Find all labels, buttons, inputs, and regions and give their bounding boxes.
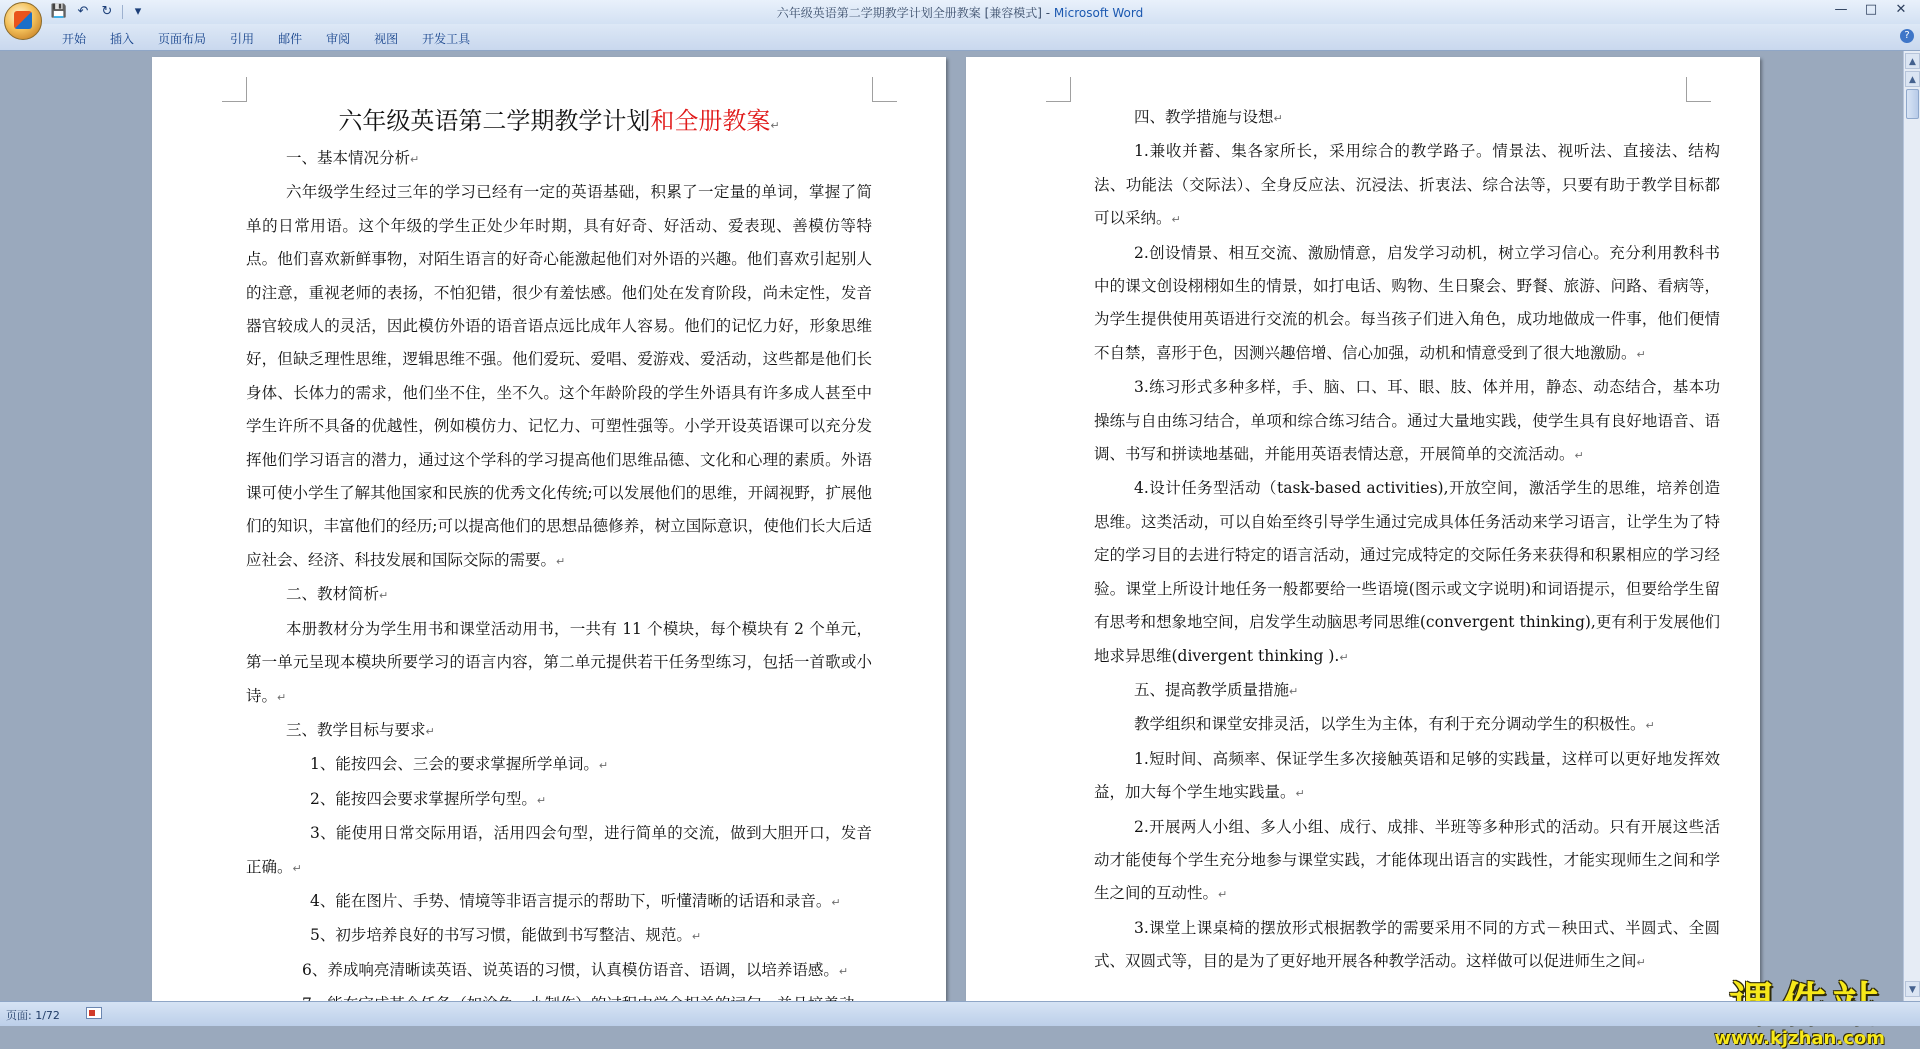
minimize-icon[interactable]: — (1834, 2, 1848, 17)
office-button[interactable] (4, 2, 42, 40)
paragraph-text: 本册教材分为学生用书和课堂活动用书，一共有 11 个模块，每个模块有 2 个单元，第一单元呈现本模块所要学习的语言内容，第二单元提供若干任务型练习，包括一首歌或小诗。 (246, 619, 872, 705)
scroll-up-icon[interactable]: ▲ (1905, 53, 1920, 69)
tab-view[interactable]: 视图 (374, 32, 399, 46)
paragraph (1094, 472, 1720, 673)
customize-qat-icon[interactable]: ▾ (134, 4, 142, 19)
tab-mailings[interactable]: 邮件 (278, 32, 303, 46)
margin-corner-mark (222, 77, 247, 102)
paragraph-text: 3.练习形式多种多样，手、脑、口、耳、眼、肢、体并用，静态、动态结合，基本功操练与自由练习结合，单项和综合练习结合。通过大量地实践，使学生具有良好地语音、语调、书写和拼读地基础，并能用英语表情达意，开展简单的交流活动。 (1094, 378, 1720, 464)
paragraph-mark-icon: ↵ (1218, 888, 1228, 902)
paragraph-mark-icon: ↵ (536, 793, 547, 807)
margin-corner-mark (1686, 77, 1711, 102)
paragraph (246, 954, 872, 988)
paragraph-mark-icon: ↵ (831, 895, 841, 909)
close-icon[interactable]: ✕ (1895, 2, 1907, 17)
paragraph-mark-icon: ↵ (556, 554, 566, 568)
tab-page-layout[interactable]: 页面布局 (158, 32, 207, 46)
paragraph-text: 教学组织和课堂安排灵活，以学生为主体，有利于充分调动学生的积极性。 (1134, 715, 1646, 734)
scroll-thumb[interactable] (1906, 89, 1919, 119)
paragraph-mark-icon: ↵ (277, 690, 287, 704)
right-paragraphs (1094, 101, 1720, 980)
app-name: Microsoft Word (1053, 6, 1144, 20)
tab-home[interactable]: 开始 (62, 32, 87, 46)
paragraph-mark-icon: ↵ (1289, 684, 1299, 698)
office-logo-icon (14, 11, 32, 29)
paragraph-text: 3.课堂上课桌椅的摆放形式根据教学的需要采用不同的方式－秧田式、半圆式、全圆式、双圆式等，目的是为了更好地开展各种教学活动。这样做可以促进师生之间 (1094, 918, 1720, 971)
help-icon[interactable]: ? (1900, 29, 1914, 43)
paragraph (1094, 811, 1720, 912)
page-count[interactable]: 页面: 1/72 (6, 1009, 60, 1022)
paragraph-text: 2.创设情景、相互交流、激励情意，启发学习动机，树立学习信心。充分利用教科书中的课文创设栩栩如生的情景，如打电话、购物、生日聚会、野餐、旅游、问路、看病等，为学生提供使用英语进行交流的机会。每当孩子们进入角色，成功地做成一件事，他们便情不自禁，喜形于色，因测兴趣倍增、信心加强，动机和情意受到了很大地激励。 (1094, 243, 1720, 362)
margin-corner-mark (1046, 77, 1071, 102)
paragraph-text: 二、教材简析 (286, 585, 380, 604)
paragraph-text: 1.兼收并蓄、集各家所长，采用综合的教学路子。情景法、视听法、直接法、结构法、功能法（交际法）、全身反应法、沉浸法、折衷法、综合法等，只要有助于教学目标都可以采纳。 (1094, 142, 1720, 228)
section-heading (1094, 101, 1720, 135)
paragraph (246, 176, 872, 578)
paragraph (1094, 743, 1720, 811)
page-left[interactable] (152, 57, 946, 1001)
window-title (0, 4, 1920, 21)
paragraph-mark-icon: ↵ (1273, 112, 1283, 125)
document-title: 六年级英语第二学期教学计划全册教案 [兼容模式] - (776, 6, 1054, 20)
paragraph (246, 919, 872, 953)
paragraph-mark-icon: ↵ (379, 589, 389, 603)
paragraph-text: 6、养成响亮清晰读英语、说英语的习惯，认真模仿语音、语调，以培养语感。 (302, 960, 839, 979)
heading-red-part: 和全册教案 (650, 107, 771, 135)
paragraph (246, 783, 872, 817)
section-heading (246, 714, 872, 748)
paragraph (1094, 912, 1720, 980)
page-left-content (246, 101, 872, 1023)
paragraph-text: 1.短时间、高频率、保证学生多次接触英语和足够的实践量，这样可以更好地发挥效益，加大每个学生地实践量。 (1094, 749, 1720, 802)
paragraph-text: 2.开展两人小组、多人小组、成行、成排、半班等多种形式的活动。只有开展这些活动才能使每个学生充分地参与课堂实践，才能体现出语言的实践性，才能实现师生之间和学生之间的互动性。 (1094, 817, 1720, 903)
paragraph (246, 885, 872, 919)
paragraph-text: 五、提高教学质量措施 (1134, 680, 1290, 699)
undo-icon[interactable]: ↶ (77, 4, 89, 19)
save-icon[interactable]: 💾 (50, 4, 68, 19)
paragraph-mark-icon: ↵ (770, 119, 780, 132)
paragraph-mark-icon: ↵ (292, 861, 302, 875)
paragraph (246, 817, 872, 885)
paragraph-mark-icon: ↵ (1636, 956, 1646, 970)
paragraph-mark-icon: ↵ (691, 930, 702, 944)
paragraph (246, 748, 872, 782)
tab-developer[interactable]: 开发工具 (422, 32, 471, 46)
ribbon (0, 24, 1920, 51)
paragraph-text: 3、能使用日常交际用语，活用四会句型，进行简单的交流，做到大胆开口，发音正确。 (246, 824, 872, 876)
paragraph-mark-icon: ↵ (1636, 347, 1646, 361)
status-bar (0, 1001, 1920, 1026)
paragraph-mark-icon: ↵ (1295, 787, 1305, 801)
title-bar (0, 0, 1920, 24)
paragraph-text: 5、初步培养良好的书写习惯，能做到书写整洁、规范。 (310, 926, 692, 945)
paragraph (1094, 708, 1720, 742)
section-heading (246, 578, 872, 612)
watermark-url: www.kjzhan.com (1714, 1028, 1885, 1049)
paragraph-text: 1、能按四会、三会的要求掌握所学单词。 (310, 755, 599, 774)
paragraph-mark-icon: ↵ (1339, 650, 1349, 664)
paragraph-text: 一、基本情况分析 (286, 149, 411, 167)
ribbon-tabs (50, 28, 482, 49)
document-heading (246, 101, 872, 146)
window-controls (1826, 0, 1916, 20)
paragraph-mark-icon: ↵ (425, 724, 435, 738)
tab-insert[interactable]: 插入 (110, 32, 135, 46)
paragraph-text: 4.设计任务型活动（task-based activities),开放空间，激活学生的思维，培养创造思维。这类活动，可以自始至终引导学生通过完成具体任务活动来学习语言，让学生为了特定的学习目的去进行特定的语言活动，通过完成特定的交际任务来获得和积累相应的学习经验。课堂上所设计地任务一般都要给一些语境(图示或文字说明)和词语提示，但要给学生留有思考和想象地空间，启发学生动脑思考同思维(convergent thinking),更有利于发展他们地求异思维(divergent thinking ). (1094, 479, 1720, 665)
page-right-content (1094, 101, 1720, 980)
paragraph-mark-icon: ↵ (598, 759, 609, 773)
section-heading (246, 142, 872, 176)
paragraph-text: 三、教学目标与要求 (286, 720, 426, 739)
paragraph-text: 2、能按四会要求掌握所学句型。 (310, 789, 537, 808)
paragraph (246, 613, 872, 714)
paragraph-mark-icon: ↵ (1171, 213, 1181, 227)
paragraph-mark-icon: ↵ (1574, 449, 1584, 463)
margin-corner-mark (872, 77, 897, 102)
paragraph (1094, 371, 1720, 472)
paragraph (1094, 237, 1720, 372)
heading-black-part: 六年级英语第二学期教学计划 (338, 107, 651, 135)
vertical-scrollbar[interactable] (1903, 51, 1920, 1001)
scroll-up-icon[interactable]: ▲ (1905, 71, 1920, 87)
paragraph-text: 六年级学生经过三年的学习已经有一定的英语基础，积累了一定量的单词，掌握了简单的日常用语。这个年级的学生正处少年时期，具有好奇、好活动、爱表现、善模仿等特点。他们喜欢新鲜事物，对陌生语言的好奇心能激起他们对外语的兴趣。他们喜欢引起别人的注意，重视老师的表扬，不怕犯错，很少有羞怯感。他们处在发育阶段，尚未定性，发音器官较成人的灵活，因此模仿外语的语音语点远比成年人容易。他们的记忆力好，形象思维好，但缺乏理性思维，逻辑思维不强。他们爱玩、爱唱、爱游戏、爱活动，这些都是他们长身体、长体力的需求，他们坐不住，坐不久。这个年龄阶段的学生外语具有许多成人甚至中学生许所不具备的优越性，例如模仿力、记忆力、可塑性强等。小学开设英语课可以充分发挥他们学习语言的潜力，通过这个学科的学习提高他们思维品德、文化和心理的素质。外语课可使小学生了解其他国家和民族的优秀文化传统;可以发展他们的思维，开阔视野，扩展他们的知识，丰富他们的经历;可以提高他们的思想品德修养，树立国际意识，使他们长大后适应社会、经济、科技发展和国际交际的需要。 (246, 183, 872, 569)
page-right[interactable] (966, 57, 1760, 1001)
scroll-down-icon[interactable]: ▼ (1905, 981, 1920, 997)
tab-review[interactable]: 审阅 (326, 32, 351, 46)
paragraph (1094, 135, 1720, 236)
redo-icon[interactable]: ↻ (101, 4, 113, 19)
paragraph-mark-icon: ↵ (1645, 719, 1655, 733)
paragraph-text: 四、教学措施与设想 (1134, 108, 1274, 126)
tab-references[interactable]: 引用 (230, 32, 255, 46)
left-paragraphs (246, 142, 872, 1023)
paragraph-mark-icon: ↵ (410, 153, 420, 166)
section-heading (1094, 674, 1720, 708)
proofing-icon[interactable] (86, 1007, 102, 1019)
paragraph-mark-icon: ↵ (838, 964, 849, 978)
paragraph-text: 4、能在图片、手势、情境等非语言提示的帮助下，听懂清晰的话语和录音。 (310, 891, 832, 910)
maximize-icon[interactable]: □ (1864, 2, 1878, 17)
